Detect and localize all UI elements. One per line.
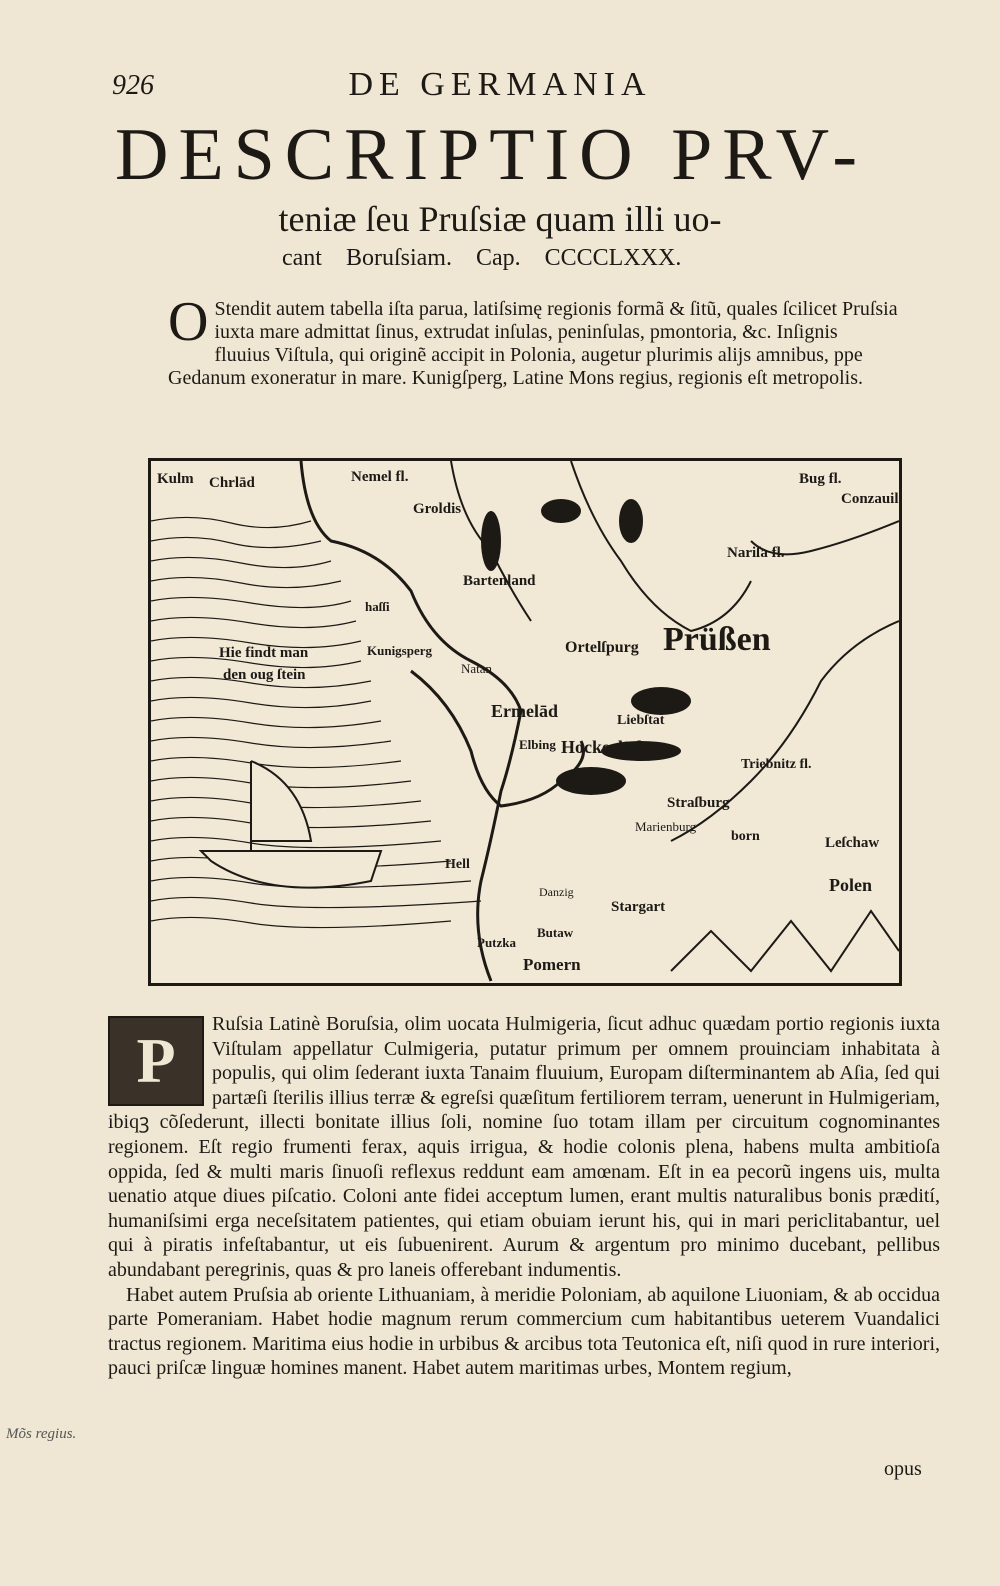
label-triebnitz: Triebnitz fl.	[741, 757, 812, 772]
running-head: DE GERMANIA	[348, 66, 652, 103]
body-text	[108, 1012, 940, 1381]
label-prussen: Prüßen	[663, 621, 771, 658]
label-hockerlad: Hockerlād	[561, 737, 642, 757]
label-putzka: Putzka	[477, 935, 516, 950]
label-hie-findt: Hie findt man	[219, 645, 309, 661]
label-strasburg: Straſburg	[667, 795, 730, 811]
intro-initial: O	[168, 291, 209, 353]
label-liebstat: Liebſtat	[617, 713, 665, 728]
label-marienburg: Marienburg	[635, 819, 697, 834]
chapter-title: DESCRIPTIO PRV-	[115, 114, 867, 196]
label-hell: Hell	[445, 857, 470, 872]
chapter-number: cant Boruſsiam. Cap. CCCCLXXX.	[282, 245, 682, 271]
label-kulm: Kulm	[157, 471, 194, 487]
label-chrlad: Chrlād	[209, 475, 255, 491]
label-groldis: Groldis	[413, 501, 462, 517]
catchword: opus	[884, 1458, 922, 1480]
label-danzig: Danzig	[539, 885, 574, 899]
label-natan: Natan	[461, 661, 493, 676]
map-drawing	[151, 461, 899, 983]
label-ortelspurg: Ortelſpurg	[565, 639, 639, 656]
label-narisa: Nariſa fl.	[727, 545, 785, 561]
chapter-subtitle: teniæ ſeu Pruſsiæ quam illi uo-	[278, 199, 722, 239]
page-number: 926	[112, 70, 154, 101]
body-paragraph-1: Ruſsia Latinè Boruſsia, olim uocata Hulmigeria, ſicut adhuc quædam portio regionis iuxta Viſtulam appellatur Culmigeria, putatur primum per omnem prouinciam inhabitata à populis, qui olim ſederant iuxta Tanaim fluuium, Europam diſterminantem ab Aſia, ſed qui partæſi ſterilis illius terræ & egreſsi quæſitum fertiliorem terram, uenerunt in Hulmigeriam, ibiqꝫ cõſederunt, illecti bonitate illius ſoli, nomine ſuo totam illam per circuitum cognominantes regionem. Eſt regio frumenti ferax, aquis irrigua, & hodie colonis plena, habens multa ambitioſa oppida, ſed & multi maris ſinuoſi reflexus reddunt eam amœnam. Eſt in ea pecorũ ingens uis, multa uenatio atque diues piſcatio. Coloni ante fidei acceptum lumen, erant multis naturalibus bonis prædití, humaniſsimi erga neceſsitatem patientes, qui etiam obuiam ierunt his, qui in mari periclitabantur, uel qui à piratis infeſtabantur, ut eis ſubuenirent. Aurum & argentum pro minimo ducebant, pellibus abundabant peregrinis, quas & pro laneis offerebant indumentis.	[108, 1013, 940, 1281]
mountains	[671, 911, 899, 971]
label-nemel: Nemel fl.	[351, 469, 409, 485]
marginal-note: Mõs regius.	[6, 1426, 77, 1442]
decorated-initial: P	[108, 1016, 204, 1106]
intro-text: Stendit autem tabella iſta parua, latiſsimę regionis formã & ſitũ, quales ſcilicet Pruſsia iuxta mare admittat ſinus, extrudat inſulas, peninſulas, pmontoria, &c. Inſignis fluuius Viſtula, qui originẽ accipit in Polonia, augetur plurimis alijs amnibus, ppe Gedanum exoneratur in mare. Kunigſperg, Latine Mons regius, regionis eſt metropolis.	[168, 298, 898, 389]
label-stargard: Stargart	[611, 899, 666, 915]
woodcut-map-prussia	[148, 458, 902, 986]
intro-paragraph	[168, 291, 898, 390]
label-leschaw: Leſchaw	[825, 835, 880, 851]
label-pomern: Pomern	[523, 955, 581, 974]
label-kunigsperg: Kunigsperg	[367, 643, 433, 658]
body-paragraph-2: Habet autem Pruſsia ab oriente Lithuaniam, à meridie Poloniam, ab aquilone Liuoniam, & ab occidua parte Pomeraniam. Habet hodie magnum rerum commercium cum habitantibus ueterem Vuandalici tractus regionem. Maritima eius hodie in urbibus & arcibus tota Teutonica eſt, niſi quod in rure interiori, pauci priſcæ linguæ homines manent. Habet autem maritimas urbes, Montem regium,	[108, 1283, 940, 1380]
label-conzavil: Conzauil	[841, 491, 899, 507]
label-bartenland: Bartenland	[463, 573, 536, 589]
label-ermelad: Ermelād	[491, 701, 558, 721]
label-butaw: Butaw	[537, 925, 574, 940]
label-hassi: haſſi	[365, 599, 390, 614]
label-polen: Polen	[829, 875, 872, 895]
label-born: born	[731, 829, 760, 844]
label-bug: Bug fl.	[799, 471, 842, 487]
label-den-oug: den oug ſtein	[223, 667, 306, 683]
label-elbing: Elbing	[519, 737, 556, 752]
